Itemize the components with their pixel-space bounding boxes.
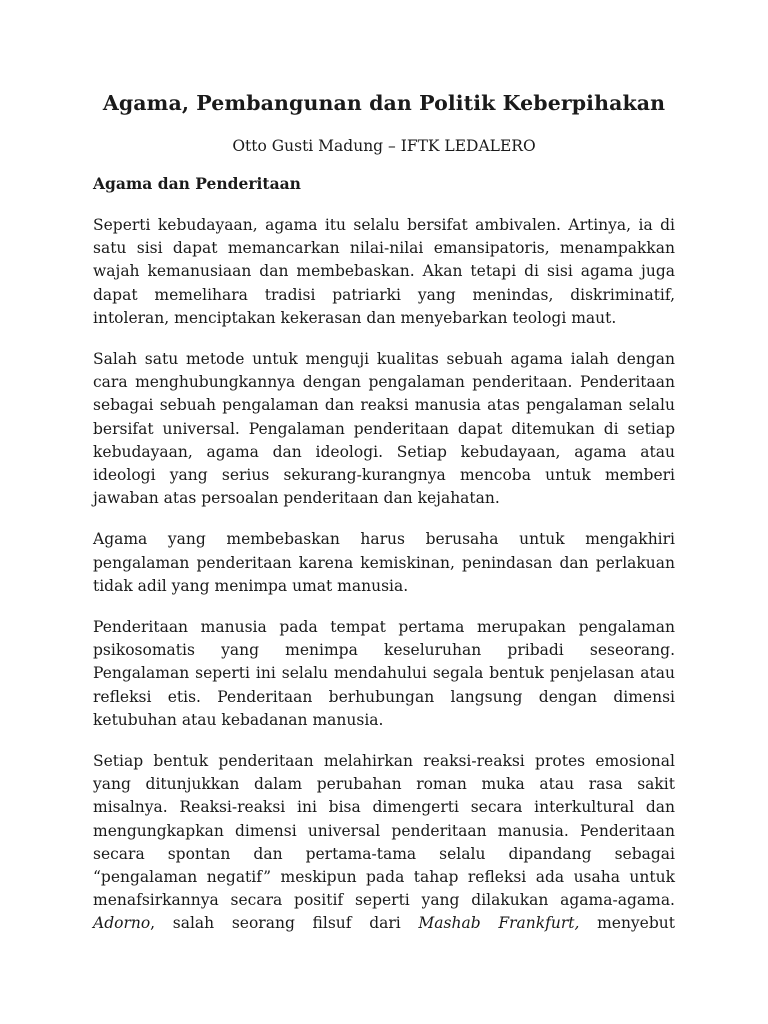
paragraph-line: ketubuhan atau kebadanan manusia. — [93, 710, 384, 729]
paragraph-line: mengungkapkan dimensi universal penderitaan manusia. Penderitaan — [93, 821, 675, 840]
paragraph-line: pengalaman penderitaan karena kemiskinan, penindasan dan perlakuan — [93, 553, 675, 572]
final-line-text-2: menyebut — [579, 914, 675, 933]
paragraph-line: Agama yang membebaskan harus berusaha untuk mengakhiri — [93, 530, 675, 549]
paragraph-5 — [93, 750, 675, 936]
paragraph-line: Penderitaan manusia pada tempat pertama merupakan pengalaman — [93, 618, 675, 637]
section-heading: Agama dan Penderitaan — [93, 174, 301, 193]
paragraph-1 — [93, 214, 675, 330]
paragraph-line: Salah satu metode untuk menguji kualitas sebuah agama ialah dengan — [93, 350, 675, 369]
final-line-text-1: , salah seorang filsuf dari — [150, 914, 419, 933]
paragraph-line: sebagai sebuah pengalaman dan reaksi manusia atas pengalaman selalu — [93, 396, 675, 415]
paragraph-line: dapat memelihara tradisi patriarki yang menindas, diskriminatif, — [93, 285, 675, 304]
document-author: Otto Gusti Madung – IFTK LEDALERO — [232, 137, 536, 155]
paragraph-4 — [93, 616, 675, 732]
paragraph-line: menafsirkannya secara positif seperti yang dilakukan agama-agama. — [93, 891, 675, 910]
paragraph-line: Pengalaman seperti ini selalu mendahului segala bentuk penjelasan atau — [93, 664, 675, 683]
paragraph-line: misalnya. Reaksi-reaksi ini bisa dimengerti secara interkultural dan — [93, 798, 675, 817]
document-page — [93, 88, 675, 936]
paragraph-line: yang ditunjukkan dalam perubahan roman muka atau rasa sakit — [93, 775, 675, 794]
italic-name-adorno: Adorno — [93, 914, 151, 933]
paragraph-line: Seperti kebudayaan, agama itu selalu bersifat ambivalen. Artinya, ia di — [93, 216, 675, 234]
paragraph-line: jawaban atas persoalan penderitaan dan kejahatan. — [93, 489, 500, 508]
paragraph-line: “pengalaman negatif” meskipun pada tahap refleksi ada usaha untuk — [93, 868, 675, 887]
document-title: Agama, Pembangunan dan Politik Keberpihakan — [102, 91, 666, 115]
paragraph-line: wajah kemanusiaan dan membebaskan. Akan tetapi di sisi agama juga — [93, 262, 675, 281]
paragraph-line: refleksi etis. Penderitaan berhubungan langsung dengan dimensi — [93, 687, 675, 706]
paragraph-line: kebudayaan, agama dan ideologi. Setiap kebudayaan, agama atau — [93, 442, 675, 461]
paragraph-line: tidak adil yang menimpa umat manusia. — [93, 576, 409, 595]
paragraph-line: cara menghubungkannya dengan pengalaman penderitaan. Penderitaan — [93, 373, 675, 392]
paragraph-line: secara spontan dan pertama-tama selalu dipandang sebagai — [93, 844, 675, 863]
paragraph-line: psikosomatis yang menimpa keseluruhan pribadi seseorang. — [93, 641, 675, 660]
paragraph-3 — [93, 528, 675, 598]
paragraph-line: satu sisi dapat memancarkan nilai-nilai emansipatoris, menampakkan — [93, 239, 675, 258]
paragraph-line: intoleran, menciptakan kekerasan dan menyebarkan teologi maut. — [93, 308, 617, 327]
paragraph-line: ideologi yang serius sekurang-kurangnya mencoba untuk memberi — [93, 466, 675, 485]
paragraph-line: Setiap bentuk penderitaan melahirkan reaksi-reaksi protes emosional — [93, 752, 675, 771]
italic-name-mashab-frankfurt: Mashab Frankfurt, — [418, 914, 580, 933]
paragraph-2 — [93, 348, 675, 510]
paragraph-line: bersifat universal. Pengalaman penderitaan dapat ditemukan di setiap — [93, 419, 675, 438]
paragraph-final-line — [93, 912, 675, 935]
